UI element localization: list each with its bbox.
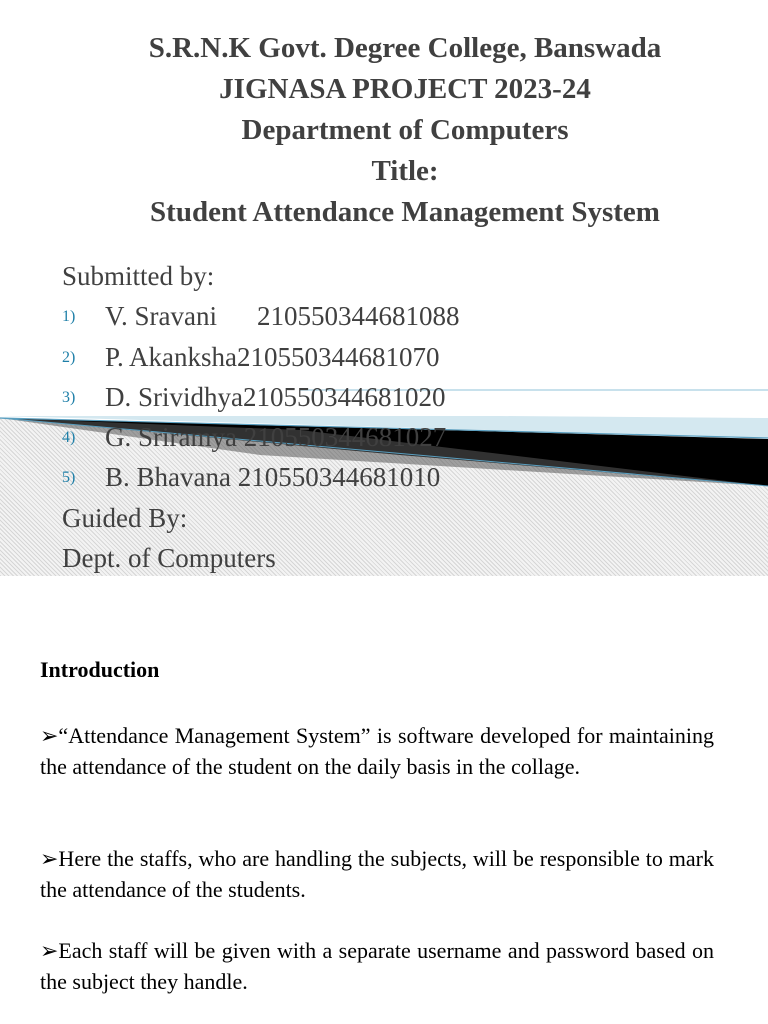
- title-label: Title:: [371, 155, 439, 187]
- student-list-item: [62, 337, 460, 377]
- student-list-item: [62, 417, 460, 457]
- intro-paragraph: ➢Each staff will be given with a separate username and password based on the subject they handle.: [40, 938, 714, 994]
- submitted-by-label: Submitted by:: [62, 261, 215, 291]
- student-id: 210550344681020: [243, 381, 446, 412]
- student-name: G. Sriramya: [105, 422, 244, 453]
- submission-details: [62, 256, 460, 576]
- department-name: Department of Computers: [241, 114, 569, 146]
- list-number: 1): [62, 308, 76, 326]
- student-id: 210550344681027: [243, 422, 447, 453]
- slide-title: [40, 28, 768, 233]
- student-list-item: [62, 296, 460, 336]
- student-name: D. Srividhya: [105, 381, 243, 412]
- project-name: JIGNASA PROJECT 2023-24: [219, 73, 591, 105]
- student-list-item: [62, 457, 460, 497]
- guide-name: Dept. of Computers: [62, 543, 276, 574]
- introduction-heading: Introduction: [40, 657, 160, 682]
- student-id: 210550344681070: [237, 341, 440, 372]
- student-id: 210550344681010: [237, 462, 441, 493]
- intro-paragraph: ➢“Attendance Management System” is software developed for maintaining the attendance of the student on the daily basis in the collage.: [40, 723, 714, 779]
- list-number: 2): [62, 348, 76, 366]
- student-list-item: [62, 377, 460, 417]
- guided-by-label: Guided By:: [62, 502, 188, 533]
- student-name: B. Bhavana: [105, 462, 238, 493]
- list-number: 3): [62, 388, 76, 406]
- intro-paragraph: ➢Here the staffs, who are handling the subjects, will be responsible to mark the attendance of the students.: [40, 846, 714, 902]
- project-title: Student Attendance Management System: [150, 196, 660, 228]
- student-name: V. Sravani: [105, 301, 217, 332]
- list-number: 4): [62, 429, 76, 447]
- student-name: P. Akanksha: [105, 341, 238, 372]
- list-number: 5): [62, 469, 76, 487]
- student-id: 210550344681088: [257, 301, 460, 332]
- introduction-slide: [0, 576, 768, 1024]
- college-name: S.R.N.K Govt. Degree College, Banswada: [148, 32, 662, 64]
